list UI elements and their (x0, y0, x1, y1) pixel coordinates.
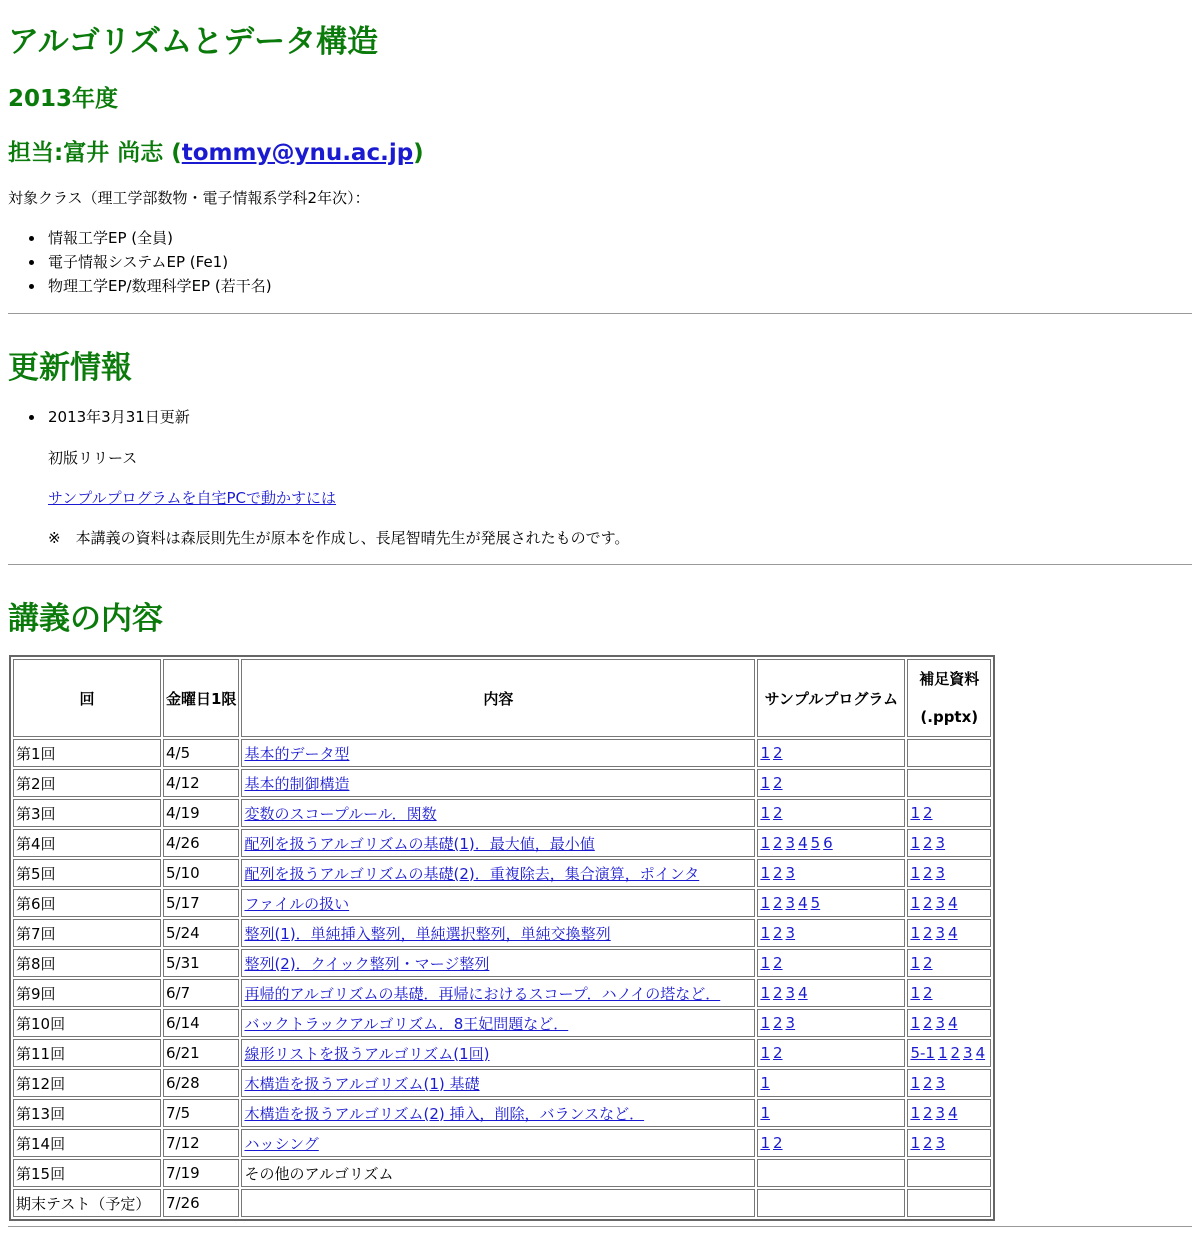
sample-program-link[interactable]: 4 (798, 834, 808, 852)
supplement-link[interactable]: 1 (910, 864, 920, 882)
sample-cell (757, 1009, 905, 1037)
lecture-date: 6/14 (163, 1009, 239, 1037)
sample-cell (757, 1069, 905, 1097)
lecture-number: 第1回 (13, 739, 161, 767)
sample-cell (757, 979, 905, 1007)
col-supp (907, 659, 991, 737)
lecture-content (241, 1159, 755, 1187)
table-row (13, 739, 991, 767)
target-class-label: 対象クラス（理工学部数物・電子情報系学科2年次）： (8, 189, 370, 207)
col-supp-ext: (.pptx) (920, 708, 979, 726)
lecture-number: 第3回 (13, 799, 161, 827)
lecture-date: 7/12 (163, 1129, 239, 1157)
lecture-date: 7/26 (163, 1189, 239, 1217)
lecture-link[interactable]: 線形リストを扱うアルゴリズム(1回) (244, 1044, 490, 1063)
lecture-date: 6/28 (163, 1069, 239, 1097)
sample-program-link[interactable]: 1 (760, 1074, 770, 1092)
sample-program-link[interactable]: 1 (760, 1044, 770, 1062)
supplement-cell (907, 739, 991, 767)
teacher-heading (8, 134, 424, 167)
sample-program-link[interactable]: 1 (760, 954, 770, 972)
sample-cell (757, 1129, 905, 1157)
sample-program-link[interactable]: 3 (785, 924, 796, 942)
lecture-number: 第12回 (13, 1069, 161, 1097)
lecture-date: 4/12 (163, 769, 239, 797)
table-row (13, 829, 991, 857)
sample-program-link[interactable]: 2 (772, 1044, 783, 1062)
table-row (13, 1099, 991, 1127)
lecture-content (241, 979, 755, 1007)
supplement-link[interactable]: 3 (935, 1134, 946, 1152)
col-content: 内容 (241, 659, 755, 737)
lecture-date: 7/5 (163, 1099, 239, 1127)
lecture-link[interactable]: ファイルの扱い (244, 894, 350, 913)
supplement-link[interactable]: 3 (935, 1104, 946, 1122)
divider (8, 1226, 1192, 1227)
lecture-content (241, 949, 755, 977)
teacher-email-link[interactable]: tommy@ynu.ac.jp (181, 140, 414, 166)
table-row (13, 1039, 991, 1067)
lecture-number: 第9回 (13, 979, 161, 1007)
table-row (13, 979, 991, 1007)
lecture-date: 4/5 (163, 739, 239, 767)
lecture-link[interactable]: 木構造を扱うアルゴリズム(2) 挿入，削除，バランスなど． (244, 1104, 645, 1123)
update-date: 2013年3月31日更新 (8, 405, 190, 429)
supplement-link[interactable]: 4 (948, 1014, 958, 1032)
sample-program-link[interactable]: 5 (810, 894, 821, 912)
lecture-link[interactable]: ハッシング (244, 1134, 319, 1153)
lecture-content (241, 889, 755, 917)
sample-program-link[interactable]: 2 (772, 894, 783, 912)
supplement-link[interactable]: 4 (948, 1104, 958, 1122)
sample-program-link[interactable]: 2 (772, 744, 783, 762)
supplement-link[interactable]: 2 (922, 984, 933, 1002)
lecture-number: 第4回 (13, 829, 161, 857)
sample-program-link[interactable]: 1 (760, 924, 770, 942)
lectures-heading: 講義の内容 (8, 601, 163, 637)
class-item: 物理工学EP/数理科学EP (若干名) (8, 274, 272, 298)
sample-program-link[interactable]: 3 (785, 894, 796, 912)
supplement-link[interactable]: 1 (910, 1074, 920, 1092)
sample-program-link[interactable]: 4 (798, 894, 808, 912)
lecture-content (241, 1189, 755, 1217)
lecture-content (241, 1099, 755, 1127)
supplement-cell (907, 1189, 991, 1217)
table-row (13, 859, 991, 887)
supplement-link[interactable]: 2 (922, 1014, 933, 1032)
sample-program-link[interactable]: 1 (760, 1104, 770, 1122)
supplement-link[interactable]: 2 (922, 1104, 933, 1122)
supplement-link[interactable]: 3 (963, 1044, 973, 1062)
lecture-link[interactable]: 木構造を扱うアルゴリズム(1) 基礎 (244, 1074, 480, 1093)
lecture-date: 4/26 (163, 829, 239, 857)
lecture-number: 第6回 (13, 889, 161, 917)
supplement-cell (907, 859, 991, 887)
table-row (13, 1189, 991, 1217)
supplement-link[interactable]: 2 (922, 834, 933, 852)
sample-program-link[interactable]: 2 (772, 834, 783, 852)
supplement-link[interactable]: 3 (935, 1074, 946, 1092)
sample-program-link[interactable]: 4 (798, 984, 808, 1002)
lecture-number: 第8回 (13, 949, 161, 977)
release-note: 初版リリース (48, 449, 138, 467)
lecture-content (241, 859, 755, 887)
lecture-text: その他のアルゴリズム (244, 1164, 394, 1183)
supplement-link[interactable]: 2 (922, 894, 933, 912)
class-item: 電子情報システムEP (Fe1) (8, 250, 272, 274)
lecture-table (9, 655, 995, 1221)
supplement-link[interactable]: 4 (975, 1044, 986, 1062)
table-row (13, 1129, 991, 1157)
lecture-number: 第13回 (13, 1099, 161, 1127)
supplement-cell (907, 769, 991, 797)
lecture-content (241, 919, 755, 947)
supplement-link[interactable]: 1 (910, 834, 920, 852)
supplement-link[interactable]: 3 (935, 1014, 946, 1032)
sample-cell (757, 829, 905, 857)
lecture-content (241, 739, 755, 767)
table-row (13, 949, 991, 977)
lecture-number: 第10回 (13, 1009, 161, 1037)
sample-program-link[interactable]: 2 (772, 1134, 783, 1152)
lecture-number: 第14回 (13, 1129, 161, 1157)
supplement-link[interactable]: 2 (922, 1074, 933, 1092)
sample-cell (757, 919, 905, 947)
sample-cell (757, 739, 905, 767)
lecture-date: 5/31 (163, 949, 239, 977)
supplement-link[interactable]: 1 (937, 1044, 948, 1062)
lecture-number: 第5回 (13, 859, 161, 887)
lecture-number: 第7回 (13, 919, 161, 947)
col-no: 回 (13, 659, 161, 737)
supplement-link[interactable]: 2 (922, 924, 933, 942)
supplement-cell (907, 1159, 991, 1187)
divider (8, 313, 1192, 314)
table-row (13, 1009, 991, 1037)
lecture-content (241, 1009, 755, 1037)
lecture-date: 7/19 (163, 1159, 239, 1187)
sample-program-link[interactable]: 3 (785, 1014, 796, 1032)
lecture-number: 第11回 (13, 1039, 161, 1067)
sample-program-link[interactable]: 2 (772, 924, 783, 942)
update-list (8, 405, 190, 429)
lecture-link[interactable]: 配列を扱うアルゴリズムの基礎(1)．最大値，最小値 (244, 834, 595, 853)
lecture-content (241, 829, 755, 857)
sample-program-link[interactable]: 2 (772, 1014, 783, 1032)
lecture-date: 5/24 (163, 919, 239, 947)
supplement-link[interactable]: 2 (922, 804, 933, 822)
sample-cell (757, 1039, 905, 1067)
sample-program-link[interactable]: 3 (785, 864, 796, 882)
sample-program-link[interactable]: 2 (772, 954, 783, 972)
col-supp-label: 補足資料 (919, 670, 980, 688)
supplement-link[interactable]: 2 (922, 1134, 933, 1152)
sample-program-link[interactable]: 1 (760, 774, 770, 792)
supplement-link[interactable]: 3 (935, 924, 946, 942)
lecture-link[interactable]: 基本的制御構造 (244, 774, 350, 793)
sample-cell (757, 1189, 905, 1217)
supplement-cell (907, 799, 991, 827)
divider (8, 564, 1192, 565)
table-row (13, 919, 991, 947)
supplement-link[interactable]: 2 (922, 954, 933, 972)
sample-program-link[interactable]: 1 (760, 984, 770, 1002)
supplement-link[interactable]: 1 (910, 804, 920, 822)
sample-program-link[interactable]: 1 (760, 804, 770, 822)
supplement-link[interactable]: 3 (935, 894, 946, 912)
lecture-link[interactable]: 再帰的アルゴリズムの基礎．再帰におけるスコープ．ハノイの塔など． (244, 984, 721, 1003)
table-row (13, 1069, 991, 1097)
sample-program-link[interactable]: 1 (760, 894, 770, 912)
supplement-cell (907, 889, 991, 917)
supplement-cell (907, 1099, 991, 1127)
lecture-content (241, 1069, 755, 1097)
table-row (13, 769, 991, 797)
lecture-date: 4/19 (163, 799, 239, 827)
supplement-link[interactable]: 3 (935, 864, 946, 882)
supplement-link[interactable]: 2 (922, 864, 933, 882)
supplement-link[interactable]: 1 (910, 954, 920, 972)
supplement-link[interactable]: 5-1 (910, 1044, 935, 1062)
sample-program-link[interactable]: 2 (772, 774, 783, 792)
supplement-link[interactable]: 1 (910, 984, 920, 1002)
supplement-cell (907, 949, 991, 977)
teacher-suffix: ) (413, 140, 424, 166)
lecture-link[interactable]: 変数のスコープルール．関数 (244, 804, 437, 823)
sample-program-link[interactable]: 5 (810, 834, 821, 852)
supplement-cell (907, 979, 991, 1007)
supplement-link[interactable]: 1 (910, 1104, 920, 1122)
table-row (13, 1159, 991, 1187)
supplement-link[interactable]: 3 (935, 834, 946, 852)
sample-program-link[interactable]: 2 (772, 804, 783, 822)
lecture-content (241, 1039, 755, 1067)
col-sample: サンプルプログラム (757, 659, 905, 737)
sample-cell (757, 769, 905, 797)
class-item: 情報工学EP (全員) (8, 226, 272, 250)
supplement-link[interactable]: 4 (948, 894, 958, 912)
supplement-link[interactable]: 1 (910, 1014, 920, 1032)
supplement-cell (907, 919, 991, 947)
lecture-content (241, 769, 755, 797)
supplement-cell (907, 1039, 991, 1067)
lecture-table-body (13, 739, 991, 1217)
sample-cell (757, 1159, 905, 1187)
lecture-content (241, 799, 755, 827)
sample-program-link[interactable]: 1 (760, 1014, 770, 1032)
table-header-row (13, 659, 991, 737)
lecture-link[interactable]: 整列(1)．単純挿入整列，単純選択整列，単純交換整列 (244, 924, 611, 943)
lecture-link[interactable]: 基本的データ型 (244, 744, 350, 763)
sample-program-link[interactable]: 6 (823, 834, 833, 852)
supplement-link[interactable]: 2 (950, 1044, 961, 1062)
sample-program-link[interactable]: 2 (772, 984, 783, 1002)
sample-program-link[interactable]: 3 (785, 834, 796, 852)
sample-program-link[interactable]: 1 (760, 834, 770, 852)
supplement-link[interactable]: 1 (910, 1134, 920, 1152)
lecture-link[interactable]: 配列を扱うアルゴリズムの基礎(2)．重複除去，集合演算，ポインタ (244, 864, 700, 883)
year-heading: 2013年度 (8, 86, 119, 112)
col-date: 金曜日1限 (163, 659, 239, 737)
sample-program-link[interactable]: 1 (760, 1134, 770, 1152)
lecture-date: 6/21 (163, 1039, 239, 1067)
lecture-date: 5/10 (163, 859, 239, 887)
supplement-cell (907, 1069, 991, 1097)
updates-heading: 更新情報 (8, 350, 132, 386)
credit-note: ※ 本講義の資料は森辰則先生が原本を作成し、長尾智晴先生が発展されたものです。 (48, 529, 630, 547)
lecture-number: 期末テスト（予定） (13, 1189, 161, 1217)
teacher-name: 担当:富井 尚志 ( (8, 140, 182, 166)
page-title: アルゴリズムとデータ構造 (8, 24, 379, 60)
supplement-link[interactable]: 4 (948, 924, 958, 942)
sample-cell (757, 889, 905, 917)
sample-program-link[interactable]: 1 (760, 744, 770, 762)
sample-howto-link[interactable]: サンプルプログラムを自宅PCで動かすには (48, 489, 337, 507)
sample-cell (757, 859, 905, 887)
lecture-link[interactable]: 整列(2)．クイック整列・マージ整列 (244, 954, 490, 973)
sample-program-link[interactable]: 2 (772, 864, 783, 882)
lecture-date: 6/7 (163, 979, 239, 1007)
supplement-link[interactable]: 1 (910, 894, 920, 912)
supplement-cell (907, 1129, 991, 1157)
supplement-link[interactable]: 1 (910, 924, 920, 942)
table-row (13, 889, 991, 917)
class-list (8, 226, 272, 298)
lecture-number: 第15回 (13, 1159, 161, 1187)
sample-cell (757, 949, 905, 977)
sample-program-link[interactable]: 1 (760, 864, 770, 882)
supplement-cell (907, 829, 991, 857)
sample-cell (757, 1099, 905, 1127)
table-row (13, 799, 991, 827)
sample-program-link[interactable]: 3 (785, 984, 796, 1002)
lecture-content (241, 1129, 755, 1157)
sample-cell (757, 799, 905, 827)
supplement-cell (907, 1009, 991, 1037)
lecture-date: 5/17 (163, 889, 239, 917)
lecture-link[interactable]: バックトラックアルゴリズム．8王妃問題など． (244, 1014, 569, 1033)
lecture-number: 第2回 (13, 769, 161, 797)
